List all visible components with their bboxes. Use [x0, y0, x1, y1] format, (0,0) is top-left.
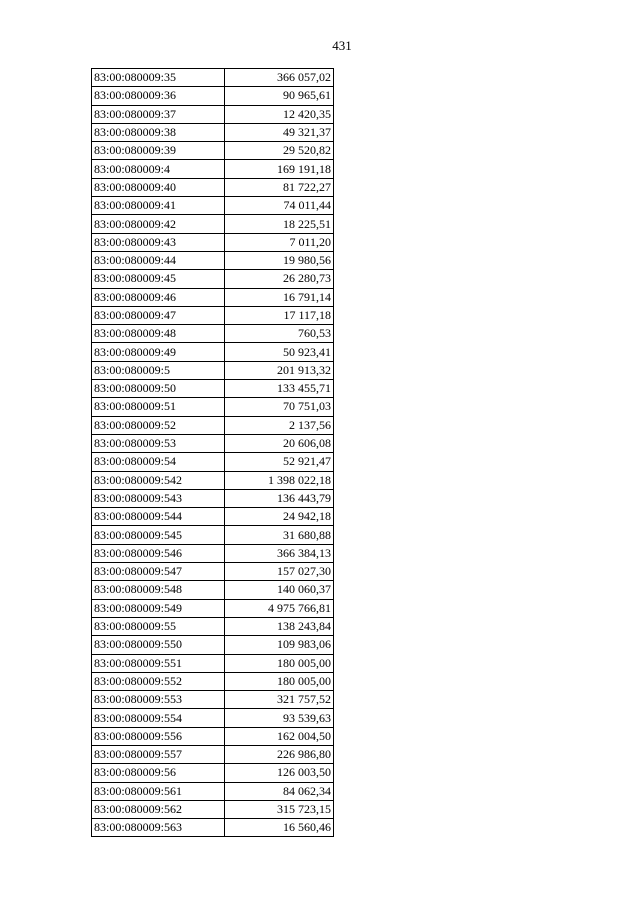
cadastral-number-cell: 83:00:080009:38 — [92, 123, 225, 141]
table-row — [92, 69, 334, 87]
table-row — [92, 471, 334, 489]
value-cell: 81 722,27 — [225, 178, 334, 196]
value-cell: 7 011,20 — [225, 233, 334, 251]
cadastral-number-cell: 83:00:080009:550 — [92, 636, 225, 654]
value-cell: 52 921,47 — [225, 453, 334, 471]
value-cell: 169 191,18 — [225, 160, 334, 178]
cadastral-number-cell: 83:00:080009:562 — [92, 800, 225, 818]
table-row — [92, 526, 334, 544]
table-row — [92, 544, 334, 562]
value-cell: 17 117,18 — [225, 306, 334, 324]
table-row — [92, 453, 334, 471]
table-row — [92, 380, 334, 398]
cadastral-number-cell: 83:00:080009:5 — [92, 361, 225, 379]
cadastral-number-cell: 83:00:080009:545 — [92, 526, 225, 544]
value-cell: 29 520,82 — [225, 142, 334, 160]
value-cell: 1 398 022,18 — [225, 471, 334, 489]
cadastral-number-cell: 83:00:080009:35 — [92, 69, 225, 87]
value-cell: 84 062,34 — [225, 782, 334, 800]
cadastral-number-cell: 83:00:080009:551 — [92, 654, 225, 672]
table-row — [92, 251, 334, 269]
table-row — [92, 361, 334, 379]
cadastral-number-cell: 83:00:080009:556 — [92, 727, 225, 745]
value-cell: 180 005,00 — [225, 654, 334, 672]
cadastral-number-cell: 83:00:080009:552 — [92, 672, 225, 690]
table-row — [92, 270, 334, 288]
cadastral-number-cell: 83:00:080009:41 — [92, 197, 225, 215]
value-cell: 138 243,84 — [225, 617, 334, 635]
value-cell: 93 539,63 — [225, 709, 334, 727]
value-cell: 366 057,02 — [225, 69, 334, 87]
value-cell: 12 420,35 — [225, 105, 334, 123]
cadastral-number-cell: 83:00:080009:554 — [92, 709, 225, 727]
value-cell: 26 280,73 — [225, 270, 334, 288]
table-row — [92, 416, 334, 434]
cadastral-number-cell: 83:00:080009:42 — [92, 215, 225, 233]
cadastral-number-cell: 83:00:080009:543 — [92, 489, 225, 507]
table-row — [92, 617, 334, 635]
table-body — [92, 69, 334, 837]
table-row — [92, 636, 334, 654]
value-cell: 315 723,15 — [225, 800, 334, 818]
cadastral-number-cell: 83:00:080009:40 — [92, 178, 225, 196]
value-cell: 50 923,41 — [225, 343, 334, 361]
cadastral-number-cell: 83:00:080009:53 — [92, 434, 225, 452]
value-cell: 4 975 766,81 — [225, 599, 334, 617]
table-row — [92, 178, 334, 196]
value-cell: 760,53 — [225, 325, 334, 343]
table-row — [92, 160, 334, 178]
table-row — [92, 782, 334, 800]
table-row — [92, 599, 334, 617]
value-cell: 19 980,56 — [225, 251, 334, 269]
table-row — [92, 142, 334, 160]
table-row — [92, 819, 334, 837]
value-cell: 74 011,44 — [225, 197, 334, 215]
table-row — [92, 800, 334, 818]
cadastral-number-cell: 83:00:080009:44 — [92, 251, 225, 269]
table-row — [92, 233, 334, 251]
cadastral-number-cell: 83:00:080009:55 — [92, 617, 225, 635]
cadastral-value-table — [91, 68, 334, 837]
cadastral-number-cell: 83:00:080009:56 — [92, 764, 225, 782]
value-cell: 49 321,37 — [225, 123, 334, 141]
cadastral-number-cell: 83:00:080009:43 — [92, 233, 225, 251]
cadastral-number-cell: 83:00:080009:547 — [92, 563, 225, 581]
cadastral-number-cell: 83:00:080009:557 — [92, 745, 225, 763]
table-row — [92, 654, 334, 672]
cadastral-number-cell: 83:00:080009:542 — [92, 471, 225, 489]
table-row — [92, 306, 334, 324]
cadastral-number-cell: 83:00:080009:45 — [92, 270, 225, 288]
table-row — [92, 288, 334, 306]
value-cell: 18 225,51 — [225, 215, 334, 233]
value-cell: 136 443,79 — [225, 489, 334, 507]
cadastral-number-cell: 83:00:080009:47 — [92, 306, 225, 324]
table-row — [92, 709, 334, 727]
cadastral-number-cell: 83:00:080009:549 — [92, 599, 225, 617]
value-cell: 16 791,14 — [225, 288, 334, 306]
value-cell: 321 757,52 — [225, 691, 334, 709]
value-cell: 20 606,08 — [225, 434, 334, 452]
table-row — [92, 727, 334, 745]
cadastral-number-cell: 83:00:080009:544 — [92, 508, 225, 526]
table-row — [92, 563, 334, 581]
table-row — [92, 508, 334, 526]
cadastral-number-cell: 83:00:080009:546 — [92, 544, 225, 562]
table-row — [92, 434, 334, 452]
value-cell: 226 986,80 — [225, 745, 334, 763]
value-cell: 2 137,56 — [225, 416, 334, 434]
cadastral-number-cell: 83:00:080009:563 — [92, 819, 225, 837]
value-cell: 366 384,13 — [225, 544, 334, 562]
cadastral-number-cell: 83:00:080009:52 — [92, 416, 225, 434]
page-number: 431 — [332, 38, 352, 53]
value-cell: 201 913,32 — [225, 361, 334, 379]
table-row — [92, 764, 334, 782]
value-cell: 16 560,46 — [225, 819, 334, 837]
table-row — [92, 105, 334, 123]
cadastral-number-cell: 83:00:080009:51 — [92, 398, 225, 416]
table-row — [92, 672, 334, 690]
table-row — [92, 325, 334, 343]
table-row — [92, 343, 334, 361]
table-row — [92, 87, 334, 105]
table-row — [92, 489, 334, 507]
value-cell: 31 680,88 — [225, 526, 334, 544]
table-row — [92, 398, 334, 416]
value-cell: 180 005,00 — [225, 672, 334, 690]
value-cell: 90 965,61 — [225, 87, 334, 105]
table-row — [92, 123, 334, 141]
cadastral-number-cell: 83:00:080009:561 — [92, 782, 225, 800]
cadastral-number-cell: 83:00:080009:37 — [92, 105, 225, 123]
value-cell: 133 455,71 — [225, 380, 334, 398]
cadastral-number-cell: 83:00:080009:36 — [92, 87, 225, 105]
value-cell: 70 751,03 — [225, 398, 334, 416]
value-cell: 162 004,50 — [225, 727, 334, 745]
cadastral-number-cell: 83:00:080009:48 — [92, 325, 225, 343]
value-cell: 140 060,37 — [225, 581, 334, 599]
cadastral-number-cell: 83:00:080009:4 — [92, 160, 225, 178]
table-row — [92, 197, 334, 215]
cadastral-number-cell: 83:00:080009:553 — [92, 691, 225, 709]
cadastral-number-cell: 83:00:080009:39 — [92, 142, 225, 160]
cadastral-number-cell: 83:00:080009:50 — [92, 380, 225, 398]
cadastral-number-cell: 83:00:080009:548 — [92, 581, 225, 599]
table-row — [92, 215, 334, 233]
table-row — [92, 581, 334, 599]
table-row — [92, 691, 334, 709]
cadastral-number-cell: 83:00:080009:49 — [92, 343, 225, 361]
cadastral-number-cell: 83:00:080009:46 — [92, 288, 225, 306]
value-cell: 24 942,18 — [225, 508, 334, 526]
value-cell: 109 983,06 — [225, 636, 334, 654]
table-row — [92, 745, 334, 763]
value-cell: 126 003,50 — [225, 764, 334, 782]
cadastral-number-cell: 83:00:080009:54 — [92, 453, 225, 471]
value-cell: 157 027,30 — [225, 563, 334, 581]
